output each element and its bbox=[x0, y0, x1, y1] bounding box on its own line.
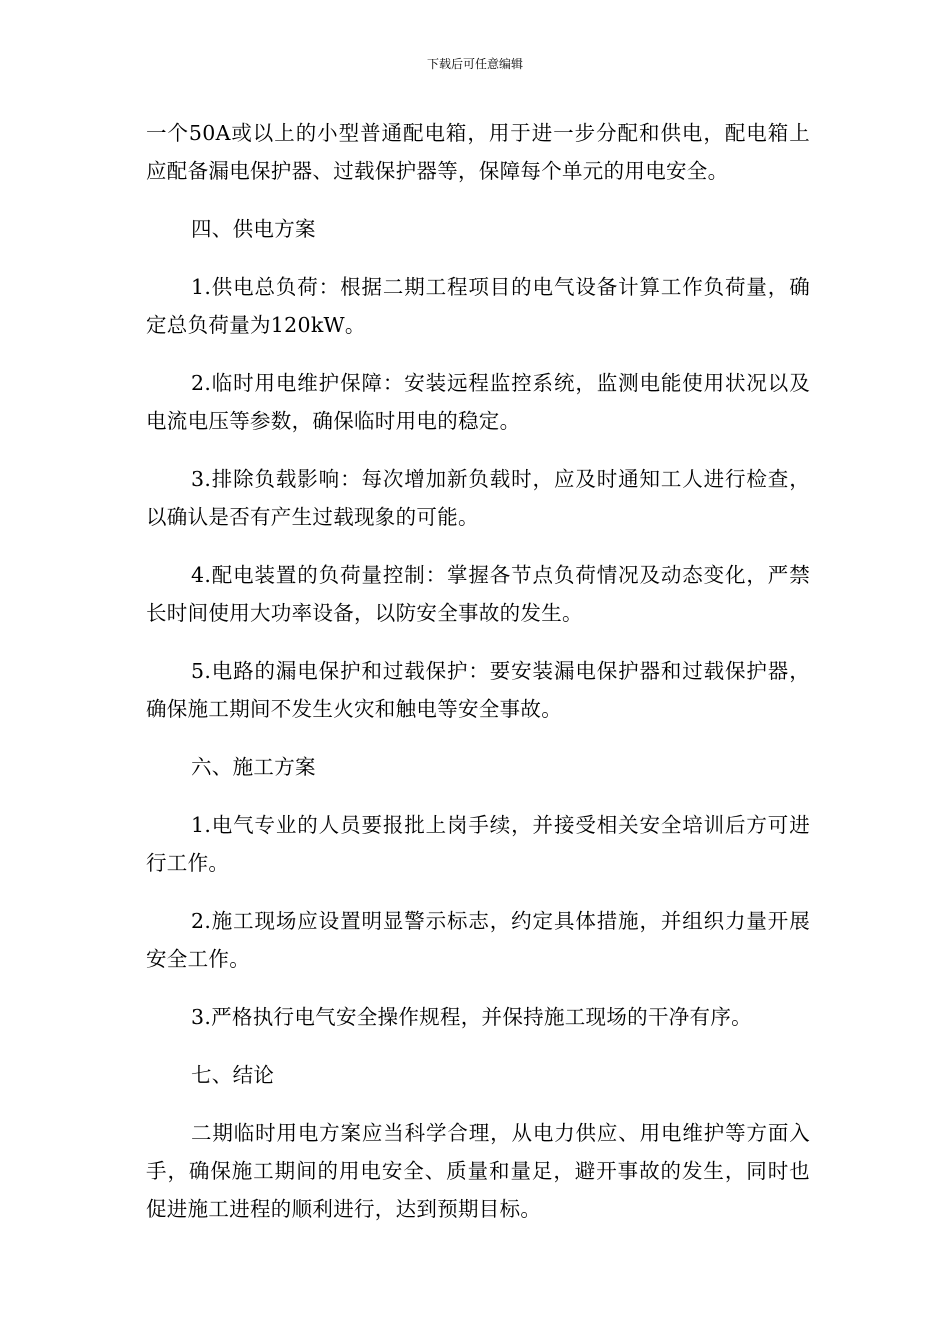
document-body bbox=[146, 114, 810, 1228]
page-header-note: 下载后可任意编辑 bbox=[426, 57, 523, 71]
paragraph-leakage-protection: 5.电路的漏电保护和过载保护：要安装漏电保护器和过载保护器，确保施工期间不发生火灾和触电等安全事故。 bbox=[146, 659, 810, 721]
paragraph-safety-rules: 3.严格执行电气安全操作规程，并保持施工现场的干净有序。 bbox=[191, 1005, 752, 1029]
section-heading-power-plan: 四、供电方案 bbox=[191, 217, 316, 241]
paragraph-total-load: 1.供电总负荷：根据二期工程项目的电气设备计算工作负荷量，确定总负荷量为120kW。 bbox=[146, 275, 810, 337]
section-heading-construction-plan: 六、施工方案 bbox=[191, 755, 316, 779]
paragraph-warning-signs: 2.施工现场应设置明显警示标志，约定具体措施，并组织力量开展安全工作。 bbox=[146, 909, 810, 971]
paragraph-load-impact: 3.排除负载影响：每次增加新负载时，应及时通知工人进行检查，以确认是否有产生过载现象的可能。 bbox=[146, 467, 810, 529]
paragraph-conclusion: 二期临时用电方案应当科学合理，从电力供应、用电维护等方面入手，确保施工期间的用电安全、质量和量足，避开事故的发生，同时也促进施工进程的顺利进行，达到预期目标。 bbox=[146, 1121, 810, 1221]
paragraph-maintenance: 2.临时用电维护保障：安装远程监控系统，监测电能使用状况以及电流电压等参数，确保临时用电的稳定。 bbox=[146, 371, 810, 433]
paragraph-1: 一个50A或以上的小型普通配电箱，用于进一步分配和供电，配电箱上应配备漏电保护器、过载保护器等，保障每个单元的用电安全。 bbox=[146, 121, 810, 183]
paragraph-staff-approval: 1.电气专业的人员要报批上岗手续，并接受相关安全培训后方可进行工作。 bbox=[146, 813, 810, 875]
section-heading-conclusion: 七、结论 bbox=[191, 1063, 275, 1087]
paragraph-load-control: 4.配电装置的负荷量控制：掌握各节点负荷情况及动态变化，严禁长时间使用大功率设备，以防安全事故的发生。 bbox=[146, 563, 810, 625]
